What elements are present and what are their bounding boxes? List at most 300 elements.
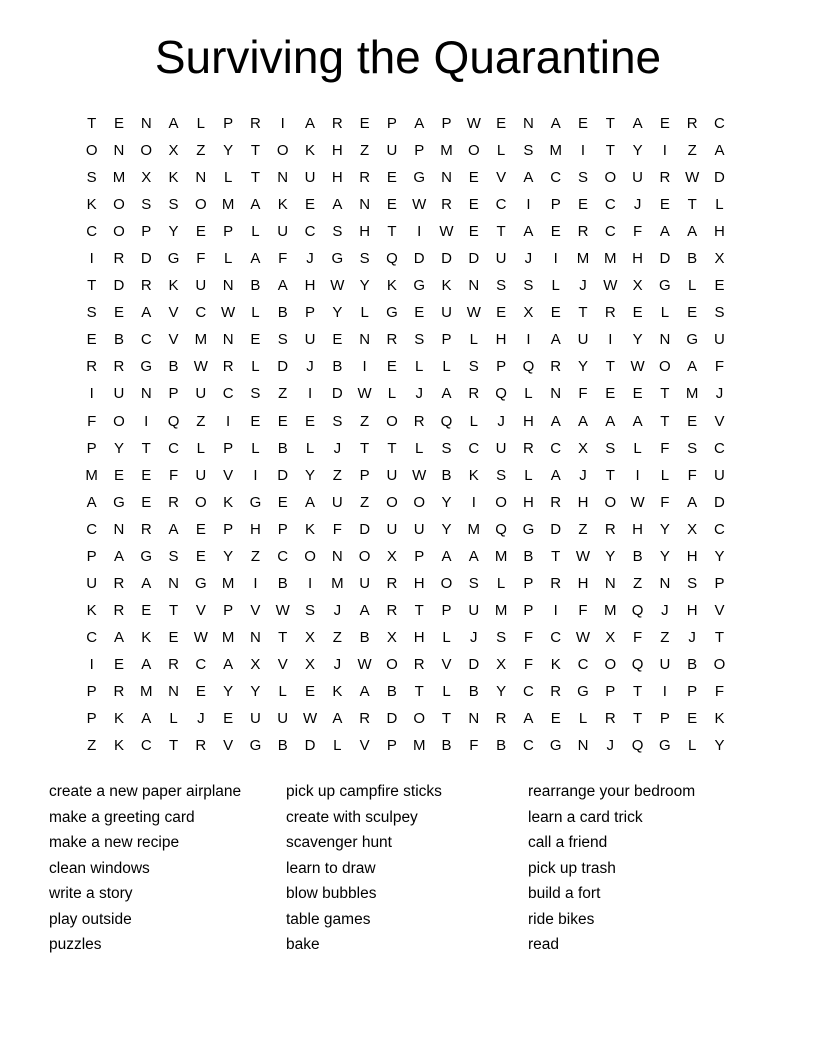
grid-cell: A xyxy=(550,115,561,133)
grid-cell: A xyxy=(332,710,343,728)
grid-cell: V xyxy=(714,412,725,430)
grid-cell: T xyxy=(414,601,424,619)
grid-cell: Q xyxy=(631,601,644,619)
grid-cell: M xyxy=(604,601,617,619)
grid-cell: U xyxy=(277,223,289,241)
grid-cell: A xyxy=(141,574,152,592)
grid-cell: V xyxy=(359,737,370,755)
grid-cell: C xyxy=(714,439,725,457)
grid-cell: I xyxy=(580,142,586,160)
grid-cell: A xyxy=(687,358,698,376)
grid-cell: G xyxy=(386,304,398,322)
grid-cell: F xyxy=(196,250,206,268)
grid-cell: Q xyxy=(631,737,644,755)
grid-cell: W xyxy=(575,628,591,646)
grid-cell: G xyxy=(331,250,344,268)
grid-cell: S xyxy=(141,196,152,214)
grid-cell: D xyxy=(359,520,371,538)
grid-cell: M xyxy=(494,601,508,619)
grid-cell: F xyxy=(469,737,479,755)
grid-cell: L xyxy=(251,304,260,322)
grid-cell: Y xyxy=(223,142,234,160)
grid-cell: C xyxy=(577,655,589,673)
grid-cell: B xyxy=(523,547,534,565)
grid-cell: L xyxy=(688,277,697,295)
grid-cell: A xyxy=(250,250,261,268)
grid-cell: I xyxy=(526,196,531,214)
grid-cell: M xyxy=(494,547,508,565)
grid-cell: A xyxy=(141,304,152,322)
grid-cell: G xyxy=(113,493,125,511)
grid-cell: R xyxy=(577,223,589,241)
grid-cell: O xyxy=(304,547,316,565)
grid-cell: T xyxy=(578,304,588,322)
grid-cell: W xyxy=(466,115,481,133)
grid-cell: O xyxy=(140,142,153,160)
grid-cell: C xyxy=(495,196,507,214)
grid-cell: S xyxy=(496,466,507,484)
grid-cell: Y xyxy=(332,304,343,322)
grid-cell: U xyxy=(714,331,725,349)
word-list-item: build a fort xyxy=(528,885,601,902)
grid-cell: M xyxy=(412,737,426,755)
grid-cell: E xyxy=(359,115,370,133)
grid-cell: H xyxy=(495,331,507,349)
grid-cell: F xyxy=(660,493,670,511)
grid-cell: R xyxy=(168,655,179,673)
grid-cell: E xyxy=(113,466,124,484)
grid-cell: G xyxy=(140,547,153,565)
grid-cell: K xyxy=(223,493,234,511)
grid-cell: U xyxy=(495,439,507,457)
word-list-item: read xyxy=(528,936,560,953)
grid-cell: T xyxy=(441,710,452,728)
grid-cell: E xyxy=(195,683,206,700)
grid-cell: U xyxy=(632,169,643,187)
grid-cell: B xyxy=(496,737,507,755)
grid-cell: L xyxy=(633,439,642,457)
grid-cell: L xyxy=(387,385,397,403)
grid-cell: X xyxy=(496,655,507,673)
grid-cell: P xyxy=(86,710,97,728)
grid-cell: M xyxy=(112,169,126,187)
grid-cell: W xyxy=(630,493,645,511)
grid-cell: I xyxy=(89,250,94,268)
grid-cell: V xyxy=(195,601,206,619)
grid-cell: M xyxy=(194,331,208,349)
grid-cell: J xyxy=(524,250,533,268)
grid-cell: F xyxy=(87,412,97,430)
grid-cell: E xyxy=(632,304,643,322)
grid-cell: P xyxy=(441,115,452,133)
grid-cell: W xyxy=(357,385,372,403)
grid-cell: S xyxy=(250,385,261,403)
grid-cell: T xyxy=(250,169,261,187)
grid-cell: A xyxy=(168,520,179,538)
grid-cell: E xyxy=(605,385,616,403)
grid-cell: T xyxy=(605,142,615,160)
grid-cell: L xyxy=(305,439,315,457)
grid-cell: L xyxy=(251,358,260,376)
grid-cell: N xyxy=(331,547,343,565)
grid-cell: I xyxy=(362,358,367,376)
grid-cell: R xyxy=(550,358,562,376)
grid-cell: L xyxy=(442,628,451,646)
grid-cell: L xyxy=(196,115,205,133)
grid-cell: G xyxy=(686,331,699,349)
grid-cell: F xyxy=(633,223,643,241)
grid-cell: N xyxy=(140,115,152,133)
grid-cell: Q xyxy=(495,385,507,403)
grid-cell: N xyxy=(113,520,125,538)
word-list-item: call a friend xyxy=(528,834,608,851)
grid-cell: T xyxy=(714,628,725,646)
grid-cell: J xyxy=(333,601,342,619)
grid-cell: P xyxy=(523,601,534,619)
grid-cell: D xyxy=(714,169,725,187)
grid-cell: X xyxy=(605,628,616,646)
grid-cell: H xyxy=(304,277,316,295)
grid-cell: W xyxy=(302,710,318,728)
grid-cell: Y xyxy=(605,547,616,565)
grid-cell: I xyxy=(280,115,285,133)
grid-cell: A xyxy=(550,331,561,349)
grid-cell: U xyxy=(277,710,289,728)
grid-cell: F xyxy=(633,628,643,646)
grid-cell: H xyxy=(686,547,698,565)
grid-cell: M xyxy=(331,574,344,592)
grid-cell: R xyxy=(495,710,507,728)
grid-cell: S xyxy=(523,142,534,160)
grid-cell: V xyxy=(168,304,179,322)
grid-cell: Y xyxy=(250,683,261,700)
grid-cell: P xyxy=(441,601,452,619)
word-list-item: scavenger hunt xyxy=(286,834,392,851)
grid-cell: A xyxy=(687,493,698,511)
grid-cell: C xyxy=(140,737,152,755)
grid-cell: O xyxy=(659,358,671,376)
grid-cell: A xyxy=(687,223,698,241)
grid-cell: A xyxy=(168,115,179,133)
grid-cell: S xyxy=(86,304,97,322)
grid-cell: L xyxy=(524,466,533,484)
grid-cell: G xyxy=(659,737,671,755)
grid-cell: Y xyxy=(223,683,234,700)
grid-cell: D xyxy=(277,358,289,376)
grid-cell: Y xyxy=(714,547,725,565)
grid-cell: W xyxy=(412,466,427,484)
grid-cell: Z xyxy=(196,142,206,160)
grid-cell: A xyxy=(223,655,234,673)
grid-cell: E xyxy=(113,304,124,322)
grid-cell: I xyxy=(144,412,149,430)
grid-cell: F xyxy=(278,250,288,268)
grid-cell: G xyxy=(249,493,262,511)
word-list-column-3 xyxy=(528,779,695,958)
word-list-item: bake xyxy=(286,936,320,953)
grid-cell: T xyxy=(660,412,670,430)
grid-cell: T xyxy=(660,385,670,403)
grid-cell: Q xyxy=(440,412,453,430)
grid-cell: J xyxy=(333,655,342,673)
grid-cell: W xyxy=(412,196,427,214)
grid-cell: G xyxy=(522,520,535,538)
grid-cell: D xyxy=(331,385,343,403)
grid-cell: J xyxy=(306,358,314,376)
grid-cell: L xyxy=(251,223,260,241)
grid-cell: P xyxy=(550,196,561,214)
grid-cell: W xyxy=(221,304,236,322)
grid-cell: R xyxy=(413,655,425,673)
grid-cell: E xyxy=(496,115,507,133)
grid-cell: U xyxy=(86,574,98,592)
grid-cell: O xyxy=(85,142,98,160)
grid-cell: R xyxy=(604,304,616,322)
grid-cell: Q xyxy=(167,412,180,430)
grid-cell: T xyxy=(278,628,288,646)
grid-cell: W xyxy=(439,223,454,241)
grid-cell: T xyxy=(633,710,643,728)
grid-cell: U xyxy=(495,250,507,268)
grid-cell: L xyxy=(688,737,697,755)
grid-cell: D xyxy=(277,466,289,484)
grid-cell: N xyxy=(441,169,452,187)
grid-cell: C xyxy=(277,547,289,565)
grid-cell: C xyxy=(168,439,179,457)
grid-cell: A xyxy=(441,385,452,403)
grid-cell: V xyxy=(250,601,261,619)
grid-cell: E xyxy=(577,196,588,214)
grid-cell: B xyxy=(687,250,698,268)
grid-cell: O xyxy=(440,574,453,592)
grid-cell: N xyxy=(140,385,152,403)
grid-cell: K xyxy=(386,277,397,295)
word-list-item: puzzles xyxy=(49,936,102,953)
grid-cell: E xyxy=(141,601,152,619)
grid-cell: F xyxy=(578,385,588,403)
grid-cell: S xyxy=(714,304,725,322)
grid-cell: S xyxy=(168,547,179,565)
grid-cell: F xyxy=(523,655,533,673)
grid-cell: N xyxy=(222,331,234,349)
grid-cell: I xyxy=(89,655,94,673)
grid-cell: L xyxy=(469,412,478,430)
grid-cell: A xyxy=(523,169,534,187)
grid-cell: O xyxy=(713,655,726,673)
grid-cell: B xyxy=(250,277,261,295)
grid-cell: W xyxy=(630,358,645,376)
grid-cell: R xyxy=(140,520,152,538)
word-list-item: make a greeting card xyxy=(49,808,195,826)
grid-cell: X xyxy=(523,304,534,322)
grid-cell: A xyxy=(577,412,588,430)
grid-cell: M xyxy=(139,683,153,700)
grid-cell: N xyxy=(522,115,534,133)
grid-cell: E xyxy=(168,628,179,646)
grid-cell: O xyxy=(113,223,125,241)
grid-cell: R xyxy=(140,277,152,295)
grid-cell: B xyxy=(113,331,124,349)
grid-cell: H xyxy=(686,601,698,619)
grid-cell: A xyxy=(359,683,370,700)
grid-cell: T xyxy=(168,737,179,755)
grid-cell: H xyxy=(522,493,534,511)
grid-cell: L xyxy=(223,169,233,187)
grid-cell: T xyxy=(250,142,261,160)
grid-cell: E xyxy=(632,385,643,403)
grid-cell: K xyxy=(305,520,316,538)
grid-cell: L xyxy=(715,196,724,214)
grid-cell: M xyxy=(549,142,562,160)
grid-cell: E xyxy=(305,196,316,214)
grid-cell: K xyxy=(113,710,124,728)
grid-cell: P xyxy=(386,737,397,755)
grid-cell: S xyxy=(305,601,316,619)
grid-cell: P xyxy=(523,574,534,592)
grid-cell: X xyxy=(687,520,698,538)
grid-cell: K xyxy=(468,466,479,484)
grid-cell: E xyxy=(305,683,316,700)
word-list-item: pick up trash xyxy=(528,859,616,877)
grid-cell: E xyxy=(468,169,479,187)
grid-cell: S xyxy=(605,439,616,457)
grid-cell: E xyxy=(577,115,588,133)
grid-cell: B xyxy=(277,737,288,755)
grid-cell: O xyxy=(467,142,480,160)
grid-cell: E xyxy=(659,115,670,133)
grid-cell: C xyxy=(140,331,152,349)
grid-cell: L xyxy=(524,385,533,403)
word-list-item: learn a card trick xyxy=(528,808,643,826)
grid-cell: U xyxy=(195,277,207,295)
grid-cell: L xyxy=(442,683,451,700)
grid-cell: D xyxy=(468,250,480,268)
grid-cell: T xyxy=(687,196,697,214)
grid-cell: R xyxy=(86,358,98,376)
grid-cell: L xyxy=(496,574,506,592)
grid-cell: V xyxy=(277,655,288,673)
grid-cell: R xyxy=(359,169,371,187)
grid-cell: S xyxy=(687,574,698,592)
grid-cell: I xyxy=(471,493,476,511)
grid-cell: S xyxy=(168,196,179,214)
grid-cell: F xyxy=(578,601,588,619)
grid-cell: Z xyxy=(360,493,370,511)
grid-cell: D xyxy=(550,520,562,538)
grid-cell: N xyxy=(577,737,589,755)
grid-cell: R xyxy=(522,439,534,457)
grid-cell: O xyxy=(276,142,289,160)
word-list-column-1 xyxy=(49,779,241,958)
grid-cell: T xyxy=(605,358,615,376)
grid-cell: R xyxy=(550,574,562,592)
grid-cell: P xyxy=(414,142,425,160)
grid-cell: X xyxy=(250,655,261,673)
grid-cell: C xyxy=(604,196,616,214)
grid-cell: R xyxy=(250,115,261,133)
grid-cell: V xyxy=(168,331,179,349)
word-list-item: create a new paper airplane xyxy=(49,783,242,800)
word-list-item: write a story xyxy=(49,885,133,902)
grid-cell: W xyxy=(193,358,208,376)
word-list-column-2 xyxy=(286,779,442,958)
grid-cell: L xyxy=(578,710,588,728)
grid-cell: O xyxy=(195,493,207,511)
grid-cell: E xyxy=(195,223,206,241)
grid-cell: N xyxy=(195,169,207,187)
grid-cell: F xyxy=(687,466,697,484)
grid-cell: W xyxy=(575,547,591,565)
grid-cell: I xyxy=(307,574,313,592)
grid-cell: T xyxy=(633,683,643,700)
grid-cell: I xyxy=(417,223,422,241)
grid-cell: I xyxy=(253,466,258,484)
grid-cell: U xyxy=(304,331,316,349)
grid-cell: E xyxy=(550,223,561,241)
grid-cell: B xyxy=(359,628,370,646)
grid-cell: N xyxy=(359,196,371,214)
grid-cell: R xyxy=(386,574,398,592)
grid-cell: B xyxy=(277,304,288,322)
grid-cell: E xyxy=(195,547,206,565)
grid-cell: P xyxy=(441,331,452,349)
grid-cell: Z xyxy=(360,412,370,430)
grid-cell: E xyxy=(468,196,479,214)
grid-cell: Z xyxy=(660,628,670,646)
grid-cell: I xyxy=(608,331,613,349)
grid-cell: P xyxy=(223,223,234,241)
grid-cell: Y xyxy=(632,331,643,349)
grid-cell: Y xyxy=(632,142,643,160)
grid-cell: H xyxy=(632,250,643,268)
grid-cell: A xyxy=(414,115,425,133)
grid-cell: U xyxy=(468,601,480,619)
grid-cell: O xyxy=(413,493,426,511)
grid-cell: D xyxy=(714,493,725,511)
grid-cell: Y xyxy=(113,439,124,457)
word-list-item: play outside xyxy=(49,910,132,928)
grid-cell: K xyxy=(168,169,179,187)
grid-cell: T xyxy=(387,223,397,241)
grid-cell: L xyxy=(169,710,178,728)
grid-cell: T xyxy=(87,277,97,295)
grid-cell: N xyxy=(468,710,480,728)
grid-cell: R xyxy=(168,493,179,511)
grid-cell: Y xyxy=(168,223,179,241)
grid-cell: J xyxy=(688,628,696,646)
grid-cell: A xyxy=(250,196,261,214)
grid-cell: Z xyxy=(633,574,643,592)
grid-cell: O xyxy=(113,412,125,430)
grid-cell: W xyxy=(466,304,481,322)
grid-cell: B xyxy=(332,358,343,376)
grid-cell: B xyxy=(386,683,397,700)
grid-cell: N xyxy=(359,331,371,349)
grid-cell: J xyxy=(470,628,478,646)
grid-cell: E xyxy=(277,493,288,511)
grid-cell: E xyxy=(141,466,152,484)
grid-cell: P xyxy=(86,683,97,700)
grid-cell: U xyxy=(359,574,371,592)
grid-cell: X xyxy=(386,547,397,565)
grid-cell: L xyxy=(660,304,670,322)
grid-cell: C xyxy=(468,439,480,457)
grid-cell: P xyxy=(605,683,616,700)
grid-cell: C xyxy=(222,385,234,403)
grid-cell: U xyxy=(386,466,398,484)
grid-cell: P xyxy=(496,358,507,376)
grid-cell: L xyxy=(360,304,369,322)
